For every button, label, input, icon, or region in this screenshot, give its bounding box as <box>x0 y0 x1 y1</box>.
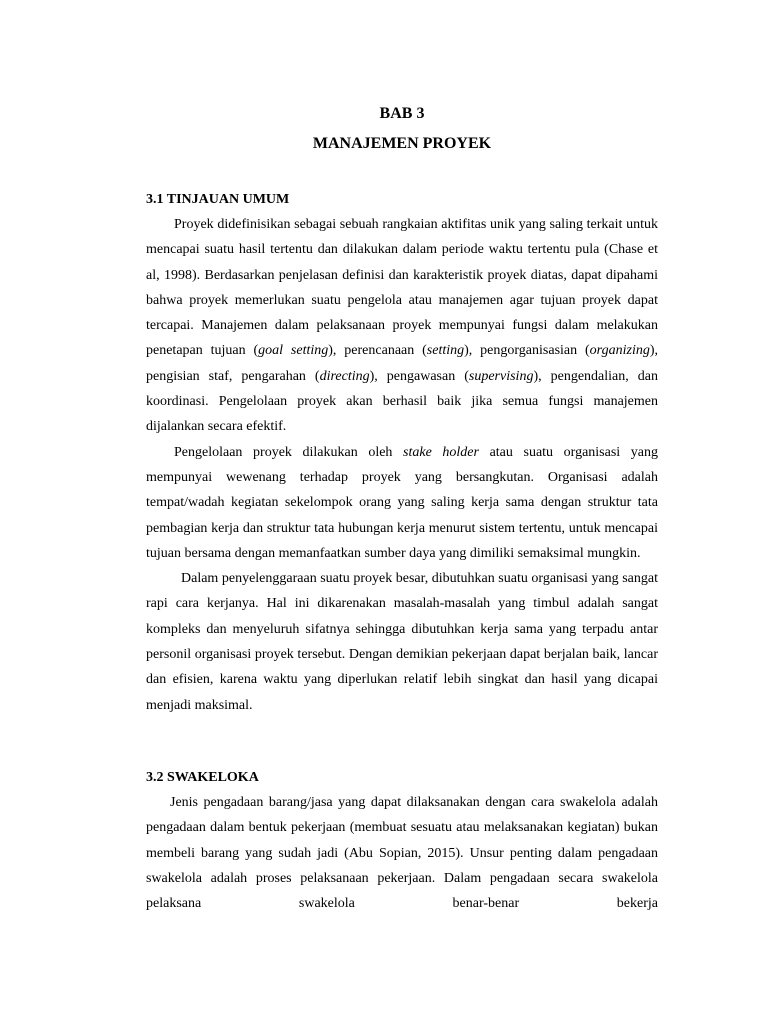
chapter-number: BAB 3 <box>379 105 425 122</box>
italic-term: supervising <box>468 368 534 384</box>
paragraph-text: ), pengawasan ( <box>369 368 469 384</box>
italic-term: directing <box>319 368 370 384</box>
paragraph-text: Pengelolaan proyek dilakukan oleh <box>174 444 404 460</box>
section-heading: 3.1 TINJAUAN UMUM <box>146 192 290 207</box>
italic-term: setting <box>426 343 465 359</box>
italic-term: organizing <box>589 343 650 359</box>
paragraph-text: Proyek didefinisikan sebagai sebuah rangkaian aktifitas unik yang saling terkait untuk mencapai suatu hasil tertentu dan dilakukan dalam periode waktu tertentu pula (Chase et al, 1998). Berdasarkan penjelasan definisi dan karakteristik proyek diatas, dapat dipahami bahwa proyek memerlukan suatu pengelola atau manajemen agar tujuan proyek dapat tercapai. Manajemen dalam pelaksanaan proyek mempunyai fungsi dalam melakukan penetapan tujuan ( <box>146 217 658 359</box>
paragraph: Jenis pengadaan barang/jasa yang dapat dilaksanakan dengan cara swakelola adalah pengadaan dalam bentuk pekerjaan (membuat sesuatu atau melaksanakan kegiatan) bukan membeli barang yang sudah jadi (Abu Sopian, 2015). Unsur penting dalam pengadaan swakelola adalah proses pelaksanaan pekerjaan. Dalam pengadaan secara swakelola pelaksana swakelola benar-benar bekerja <box>146 795 658 912</box>
section-swakeloka <box>146 768 658 916</box>
paragraph <box>146 440 658 566</box>
paragraph-text: ), pengendalian, dan koordinasi. Pengelolaan proyek akan berhasil baik jika semua fungsi manajemen dijalankan secara efektif. <box>146 368 658 435</box>
paragraph <box>146 212 658 440</box>
section-heading: 3.2 SWAKELOKA <box>146 770 259 785</box>
paragraph-text: ), pengorganisasian ( <box>464 343 590 359</box>
paragraph-text: ), perencanaan ( <box>328 343 427 359</box>
italic-term: stake holder <box>403 444 479 460</box>
paragraph: Dalam penyelenggaraan suatu proyek besar, dibutuhkan suatu organisasi yang sangat rapi cara kerjanya. Hal ini dikarenakan masalah-masalah yang timbul adalah sangat kompleks dan menyeluruh sifatnya sehingga dibutuhkan kerja sama yang terpadu antar personil organisasi proyek tersebut. Dengan demikian pekerjaan dapat berjalan baik, lancar dan efisien, karena waktu yang diperlukan relatif lebih singkat dan hasil yang dicapai menjadi maksimal. <box>146 571 658 713</box>
paragraph-text: ), pengisian staf, pengarahan ( <box>146 343 658 384</box>
italic-term: goal setting <box>258 343 329 359</box>
chapter-title: MANAJEMEN PROYEK <box>312 135 492 152</box>
section-tinjauan-umum <box>146 190 658 718</box>
paragraph-text: atau suatu organisasi yang mempunyai wewenang terhadap proyek yang bersangkutan. Organisasi adalah tempat/wadah kegiatan sekelompok orang yang saling kerja sama dengan struktur tata pembagian kerja dan struktur tata hubungan kerja menurut sistem tertentu, untuk mencapai tujuan bersama dengan memanfaatkan sumber daya yang dimiliki semaksimal mungkin. <box>146 444 658 561</box>
